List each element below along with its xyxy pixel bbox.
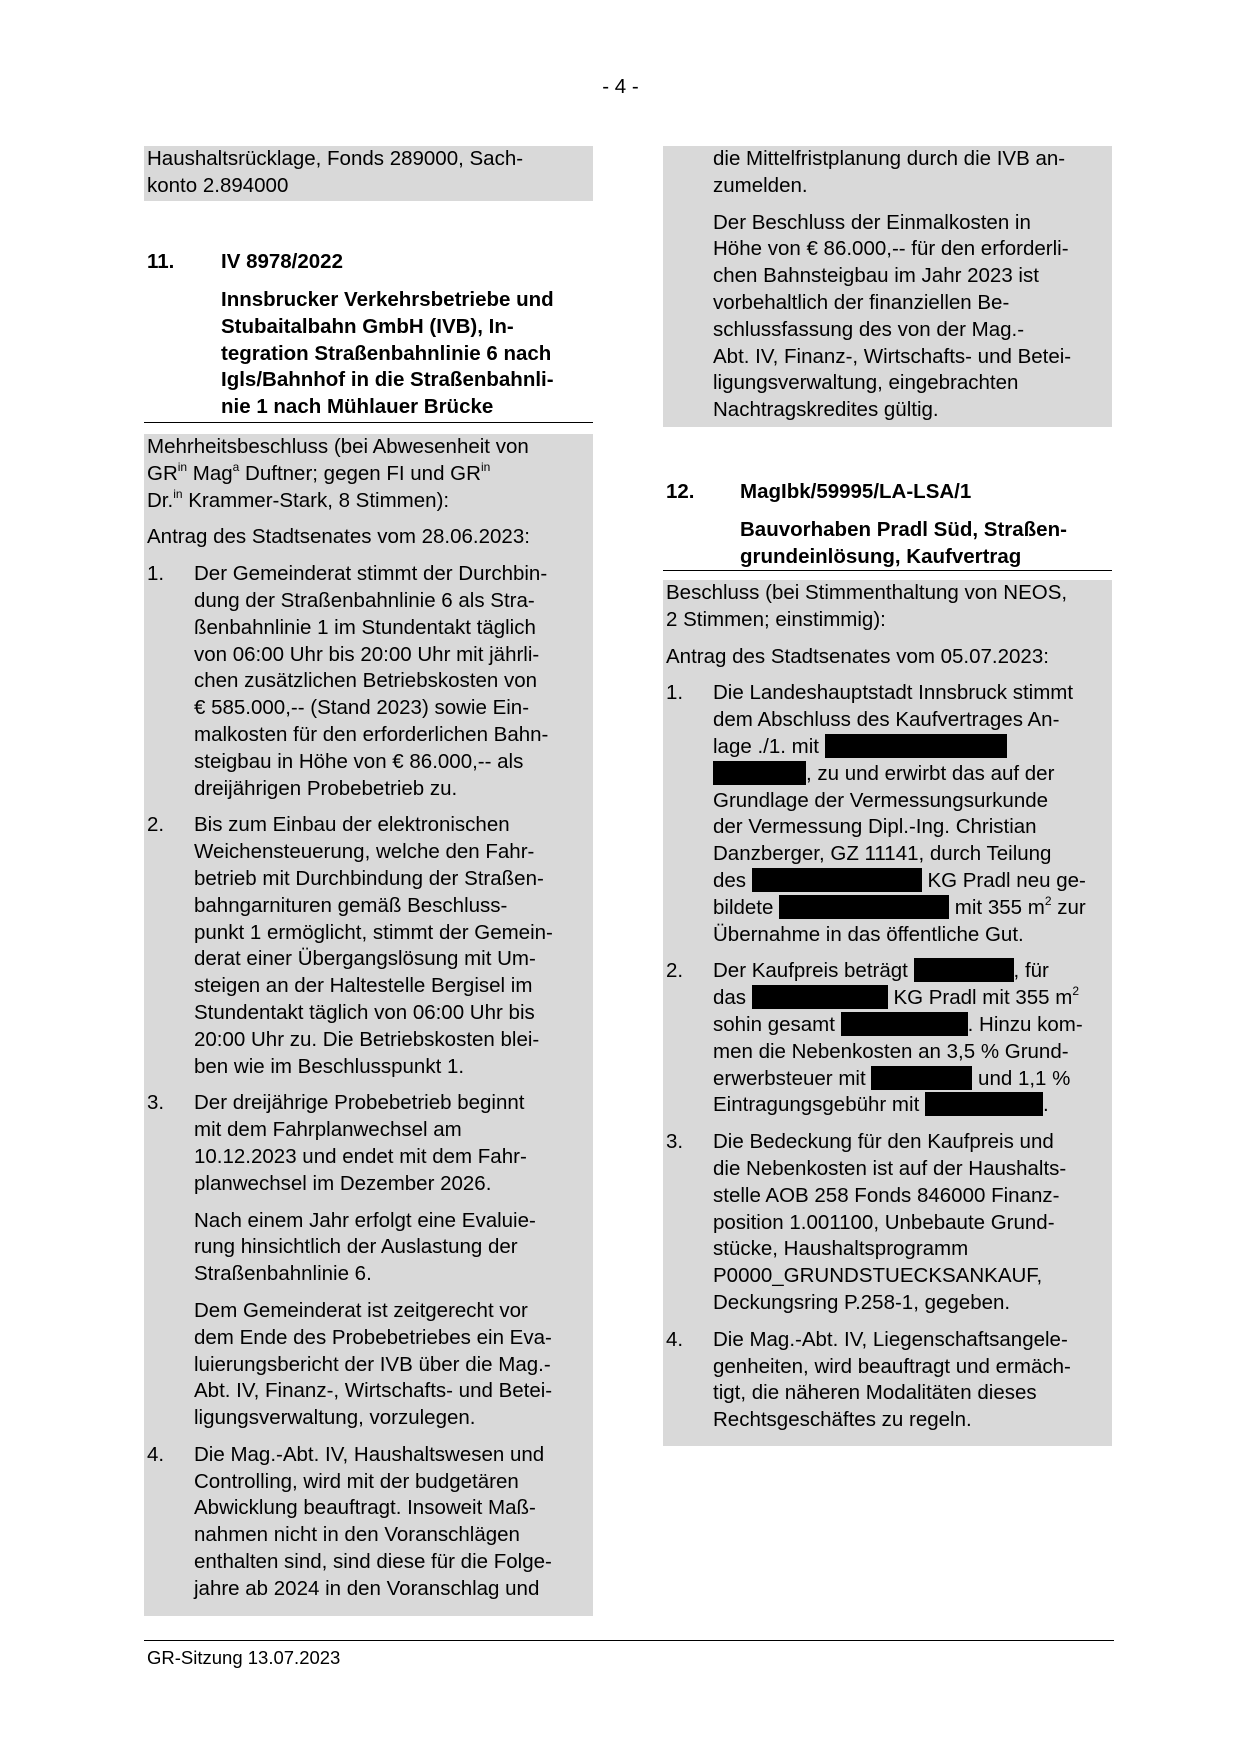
point-number: 4. bbox=[666, 1327, 684, 1351]
motion-heading: Antrag des Stadtsenates vom 05.07.2023: bbox=[666, 644, 1049, 668]
redaction-bar bbox=[752, 985, 888, 1009]
agenda-item-12-title bbox=[740, 517, 1110, 571]
resolution-point-1: 1. Die Landeshauptstadt Innsbruck stimmt dem Abschluss des Kaufvertrages An- lage ./1. mit , zu und erwirbt das auf der Grundlage der Vermessungsurkunde der Vermessung Dipl.-Ing. Christian Danzberger, GZ 11141, durch Teilung des KG Pradl neu ge- bildete mit 355 $m^2$ zur Übernahme in das öffentliche Gut. bbox=[666, 681, 1086, 946]
section-divider bbox=[663, 570, 1112, 571]
page-number: - 4 - bbox=[602, 75, 639, 98]
resolution-point-3: 3. Die Bedeckung für den Kaufpreis und die Nebenkosten ist auf der Haushalts- stelle AOB 258 Fonds 846000 Finanz- position 1.001100, Unbebaute Grund- stücke, Haushaltsprogramm P0000_GRUNDSTUECKSANKAUF, Deckungsring P.258-1, gegeben. bbox=[666, 1130, 1067, 1314]
budget-reserve-note bbox=[144, 146, 593, 201]
redaction-bar bbox=[871, 1066, 972, 1090]
resolution-point-1: 1. Der Gemeinderat stimmt der Durchbin- dung der Straßenbahnlinie 6 als Stra- ßenbahnlinie 1 im Stundentakt täglich von 06:00 Uhr bis 20:00 Uhr mit jährli- chen zusätzlichen Betriebskosten von € 585.000,-- (Stand 2023) sowie Ein- malkosten für den erforderlichen Bahn- steigbau in Höhe von € 86.000,-- als dreijährigen Probebetrieb zu. bbox=[147, 562, 549, 800]
redaction-bar bbox=[779, 895, 949, 919]
redaction-bar bbox=[713, 761, 806, 785]
text-line: die Mittelfristplanung durch die IVB an- bbox=[713, 147, 1066, 170]
point-number: 1. bbox=[147, 562, 165, 586]
text-line: konto 2.894000 bbox=[147, 173, 289, 197]
redaction-bar bbox=[925, 1092, 1043, 1116]
point-number: 4. bbox=[147, 1442, 165, 1466]
agenda-item-reference: IV 8978/2022 bbox=[221, 250, 343, 273]
resolution-statement: Beschluss (bei Stimmenthaltung von NEOS, 2 Stimmen; einstimmig): bbox=[666, 581, 1068, 631]
title-line: Igls/Bahnhof in die Straßenbahnli- bbox=[221, 368, 554, 392]
section-divider bbox=[144, 422, 593, 423]
item-11-resolution-block bbox=[144, 434, 593, 1616]
item-11-continuation: die Mittelfristplanung durch die IVB an- zumelden. Der Beschluss der Einmalkosten in Höhe von € 86.000,-- für den erforderli- chen Bahnsteigbau im Jahr 2023 ist vorbehaltlich der finanziellen Be- schlussfassung des von der Mag.- Abt. IV, Finanz-, Wirtschafts- und Betei- ligungsverwaltung, eingebrachten Nachtragskredites gültig. bbox=[663, 146, 1112, 427]
title-line: nie 1 nach Mühlauer Brücke bbox=[221, 395, 494, 419]
text-line: Haushaltsrücklage, Fonds 289000, Sach- bbox=[147, 147, 524, 170]
agenda-item-number: 11. bbox=[147, 250, 175, 273]
redaction-bar bbox=[841, 1012, 968, 1036]
agenda-item-number: 12. bbox=[666, 480, 695, 503]
redaction-bar bbox=[825, 734, 1007, 758]
resolution-point-4: 4. Die Mag.-Abt. IV, Liegenschaftsangele- genheiten, wird beauftragt und ermäch- tigt, die näheren Modalitäten dieses Rechtsgeschäftes zu regeln. bbox=[666, 1327, 1071, 1432]
point-number: 3. bbox=[666, 1130, 684, 1154]
resolution-point-4: 4. Die Mag.-Abt. IV, Haushaltswesen und Controlling, wird mit der budgetären Abwicklung beauftragt. Insoweit Maß- nahmen nicht in den Voranschlägen enthalten sind, sind diese für die Folge- jahre ab 2024 in den Voranschlag und bbox=[147, 1442, 552, 1600]
agenda-item-reference: MagIbk/59995/LA-LSA/1 bbox=[740, 480, 972, 503]
item-12-resolution-block bbox=[663, 580, 1112, 1446]
agenda-item-11-title bbox=[221, 287, 591, 421]
point-number: 3. bbox=[147, 1091, 165, 1115]
resolution-statement: Mehrheitsbeschluss (bei Abwesenheit von $GR^{in}$ Mag$^a$ Duftner; gegen FI und $GR^{in}$ Dr.$^{in}$ Krammer-Stark, 8 Stimmen): bbox=[147, 435, 529, 512]
point-number: 1. bbox=[666, 681, 684, 705]
title-line: grundeinlösung, Kaufvertrag bbox=[740, 544, 1022, 568]
title-line: Bauvorhaben Pradl Süd, Straßen- bbox=[740, 518, 1067, 541]
text-line: zumelden. bbox=[713, 173, 808, 197]
redaction-bar bbox=[914, 958, 1014, 982]
resolution-point-2: 2. Der Kaufpreis beträgt , für das KG Pradl mit 355 $m^2$ sohin gesamt . Hinzu kom- men die Nebenkosten an 3,5 % Grund- erwerbsteuer mit und 1,1 % Eintragungsgebühr mit . bbox=[666, 959, 1083, 1117]
title-line: Stubaitalbahn GmbH (IVB), In- bbox=[221, 314, 514, 338]
motion-heading: Antrag des Stadtsenates vom 28.06.2023: bbox=[147, 525, 530, 549]
resolution-point-2: 2. Bis zum Einbau der elektronischen Weichensteuerung, welche den Fahr- betrieb mit Durchbindung der Straßen- bahngarnituren gemäß Beschluss- punkt 1 ermöglicht, stimmt der Gemein- derat einer Übergangslösung mit Um- steigen an der Haltestelle Bergisel im Stundentakt täglich von 06:00 Uhr bis 20:00 Uhr zu. Die Betriebskosten blei- ben wie im Beschlusspunkt 1. bbox=[147, 813, 553, 1078]
footer-session-date: GR-Sitzung 13.07.2023 bbox=[147, 1647, 341, 1668]
redaction-bar bbox=[752, 868, 922, 892]
point-number: 2. bbox=[666, 959, 684, 983]
resolution-point-3: 3. Der dreijährige Probebetrieb beginnt mit dem Fahrplanwechsel am 10.12.2023 und endet mit dem Fahr- planwechsel im Dezember 2026. Nach einem Jahr erfolgt eine Evaluie- rung hinsichtlich der Auslastung der Straßenbahnlinie 6. Dem Gemeinderat ist zeitgerecht vor dem Ende des Probebetriebes ein Eva- luierungsbericht der IVB über die Mag.- Abt. IV, Finanz-, Wirtschafts- und Betei- ligungsverwaltung, vorzulegen. bbox=[147, 1091, 553, 1430]
footer-divider bbox=[144, 1640, 1114, 1641]
title-line: tegration Straßenbahnlinie 6 nach bbox=[221, 341, 552, 365]
title-line: Innsbrucker Verkehrsbetriebe und bbox=[221, 288, 554, 311]
point-number: 2. bbox=[147, 813, 165, 837]
